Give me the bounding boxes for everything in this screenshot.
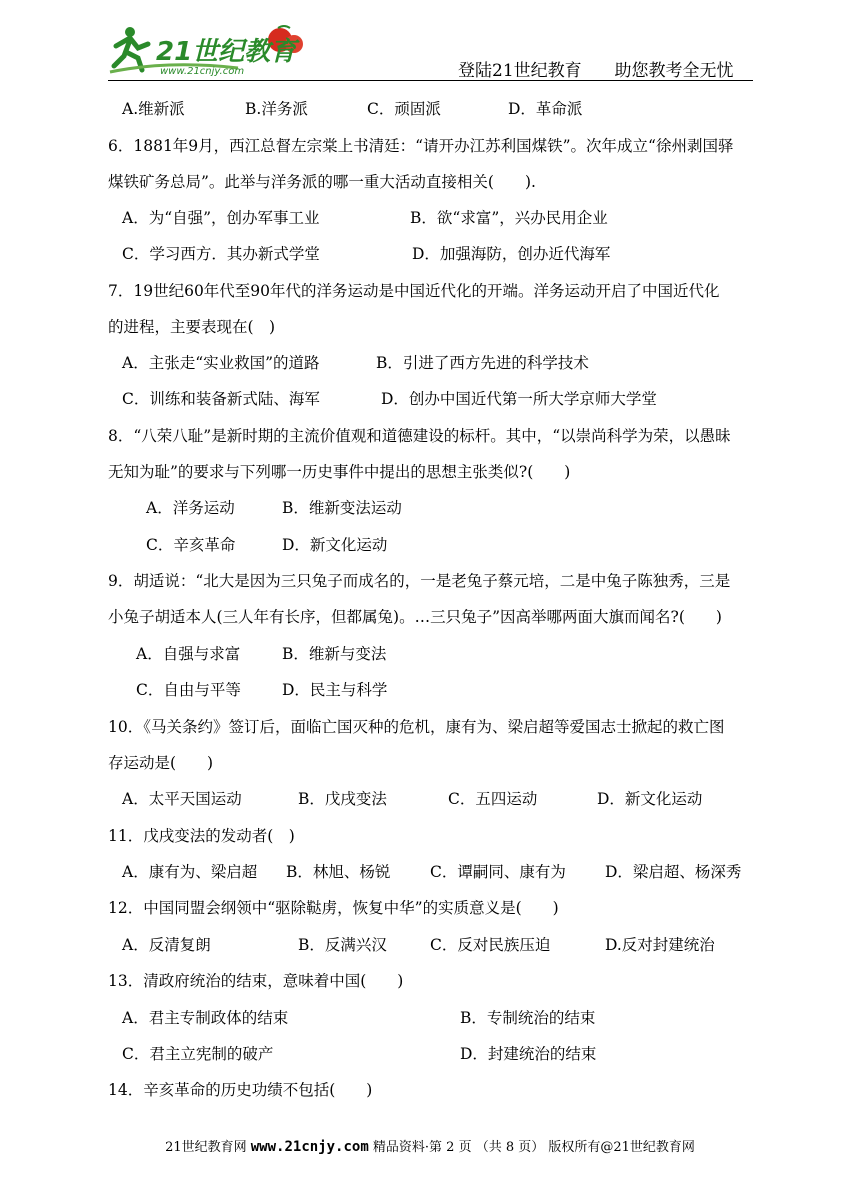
text-line-l4: 6．1881年9月，西江总督左宗棠上书清廷：“请开办江苏利国煤铁”。次年成立“徐州剥国驿 — [108, 137, 734, 155]
text-line-l7: B．欲“求富”，兴办民用企业 — [410, 209, 608, 227]
text-line-l35: A．康有为、梁启超 — [122, 863, 258, 881]
text-line-l30: A．太平天国运动 — [122, 790, 242, 808]
text-line-l16: 8．“八荣八耻”是新时期的主流价值观和道德建设的标杆。其中，“以崇尚科学为荣，以愚昧 — [108, 427, 731, 445]
text-line-l33: D．新文化运动 — [597, 790, 703, 808]
text-line-l5: 煤铁矿务总局”。此举与洋务派的哪一重大活动直接相关( ). — [108, 173, 536, 191]
text-line-l42: C．反对民族压迫 — [430, 936, 551, 954]
text-line-l37: C．谭嗣同、康有为 — [430, 863, 566, 881]
page-footer — [0, 1136, 860, 1155]
text-line-l39: 12．中国同盟会纲领中“驱除鞑虏，恢复中华”的实质意义是( ) — [108, 899, 559, 917]
text-line-l47: C．君主立宪制的破产 — [122, 1045, 274, 1063]
text-line-l45: A．君主专制政体的结束 — [122, 1009, 289, 1027]
footer-url[interactable]: www.21cnjy.com — [250, 1139, 369, 1155]
text-line-l24: A．自强与求富 — [136, 645, 241, 663]
svg-text:21世纪教育: 21世纪教育 — [156, 37, 297, 67]
text-line-l40: A．反清复朗 — [122, 936, 211, 954]
header-slogan — [458, 56, 733, 81]
text-line-l22: 9．胡适说：“北大是因为三只兔子而成名的，一是老兔子蔡元培，二是中兔子陈独秀，三是 — [108, 572, 731, 590]
text-line-l21: D．新文化运动 — [282, 536, 388, 554]
text-line-l8: C．学习西方．其办新式学堂 — [122, 245, 320, 263]
slogan-right: 助您教考全无忧 — [614, 61, 734, 81]
text-line-l38: D．梁启超、杨深秀 — [605, 863, 742, 881]
text-line-l44: 13．清政府统治的结束，意味着中国( ) — [108, 972, 404, 990]
text-line-l15: D．创办中国近代第一所大学京师大学堂 — [381, 390, 657, 408]
text-line-l25: B．维新与变法 — [282, 645, 387, 663]
slogan-left: 登陆21世纪教育 — [458, 61, 582, 81]
text-line-l43: D.反对封建统治 — [605, 936, 715, 954]
text-line-l12: A．主张走“实业救国”的道路 — [122, 354, 320, 372]
text-line-l2: C．顽固派 — [367, 100, 441, 118]
svg-text:www.21cnjy.com: www.21cnjy.com — [160, 66, 245, 77]
text-line-l17: 无知为耻”的要求与下列哪一历史事件中提出的思想主张类似?( ) — [108, 463, 571, 481]
logo-21cnjy — [108, 22, 308, 80]
text-line-l41: B．反满兴汉 — [298, 936, 387, 954]
text-line-l0: A.维新派 — [122, 100, 185, 118]
text-line-l14: C．训练和装备新式陆、海军 — [122, 390, 320, 408]
text-line-l3: D．革命派 — [508, 100, 583, 118]
text-line-l1: B.洋务派 — [245, 100, 308, 118]
text-line-l46: B．专制统治的结束 — [460, 1009, 596, 1027]
text-line-l20: C．辛亥革命 — [146, 536, 236, 554]
text-line-l27: D．民主与科学 — [282, 681, 388, 699]
footer-copyright: 精品资料·第 2 页 （共 8 页） 版权所有@21世纪教育网 — [372, 1140, 695, 1155]
text-line-l18: A．洋务运动 — [146, 499, 235, 517]
text-line-l32: C．五四运动 — [448, 790, 538, 808]
text-line-l28: 10．《马关条约》签订后，面临亡国灭种的危机，康有为、梁启超等爱国志士掀起的救亡图 — [108, 718, 725, 736]
footer-site: 21世纪教育网 — [165, 1140, 247, 1155]
header-rule — [108, 80, 753, 81]
text-line-l31: B．戊戌变法 — [298, 790, 387, 808]
text-line-l48: D．封建统治的结束 — [460, 1045, 597, 1063]
text-line-l19: B．维新变法运动 — [282, 499, 402, 517]
text-line-l49: 14．辛亥革命的历史功绩不包括( ) — [108, 1081, 373, 1099]
text-line-l11: 的进程，主要表现在( ) — [108, 318, 276, 336]
text-line-l13: B．引进了西方先进的科学技术 — [376, 354, 589, 372]
text-line-l6: A．为“自强”，创办军事工业 — [122, 209, 320, 227]
text-line-l10: 7．19世纪60年代至90年代的洋务运动是中国近代化的开端。洋务运动开启了中国近代化 — [108, 282, 720, 300]
page-header — [0, 0, 860, 86]
text-line-l34: 11．戊戌变法的发动者( ) — [108, 827, 295, 845]
text-line-l29: 存运动是( ) — [108, 754, 214, 772]
text-line-l23: 小兔子胡适本人(三人年有长序，但都属兔)。…三只兔子”因高举哪两面大旗而闻名?( ) — [108, 608, 722, 626]
text-line-l9: D．加强海防，创办近代海军 — [412, 245, 611, 263]
text-line-l36: B．林旭、杨锐 — [286, 863, 391, 881]
text-line-l26: C．自由与平等 — [136, 681, 241, 699]
